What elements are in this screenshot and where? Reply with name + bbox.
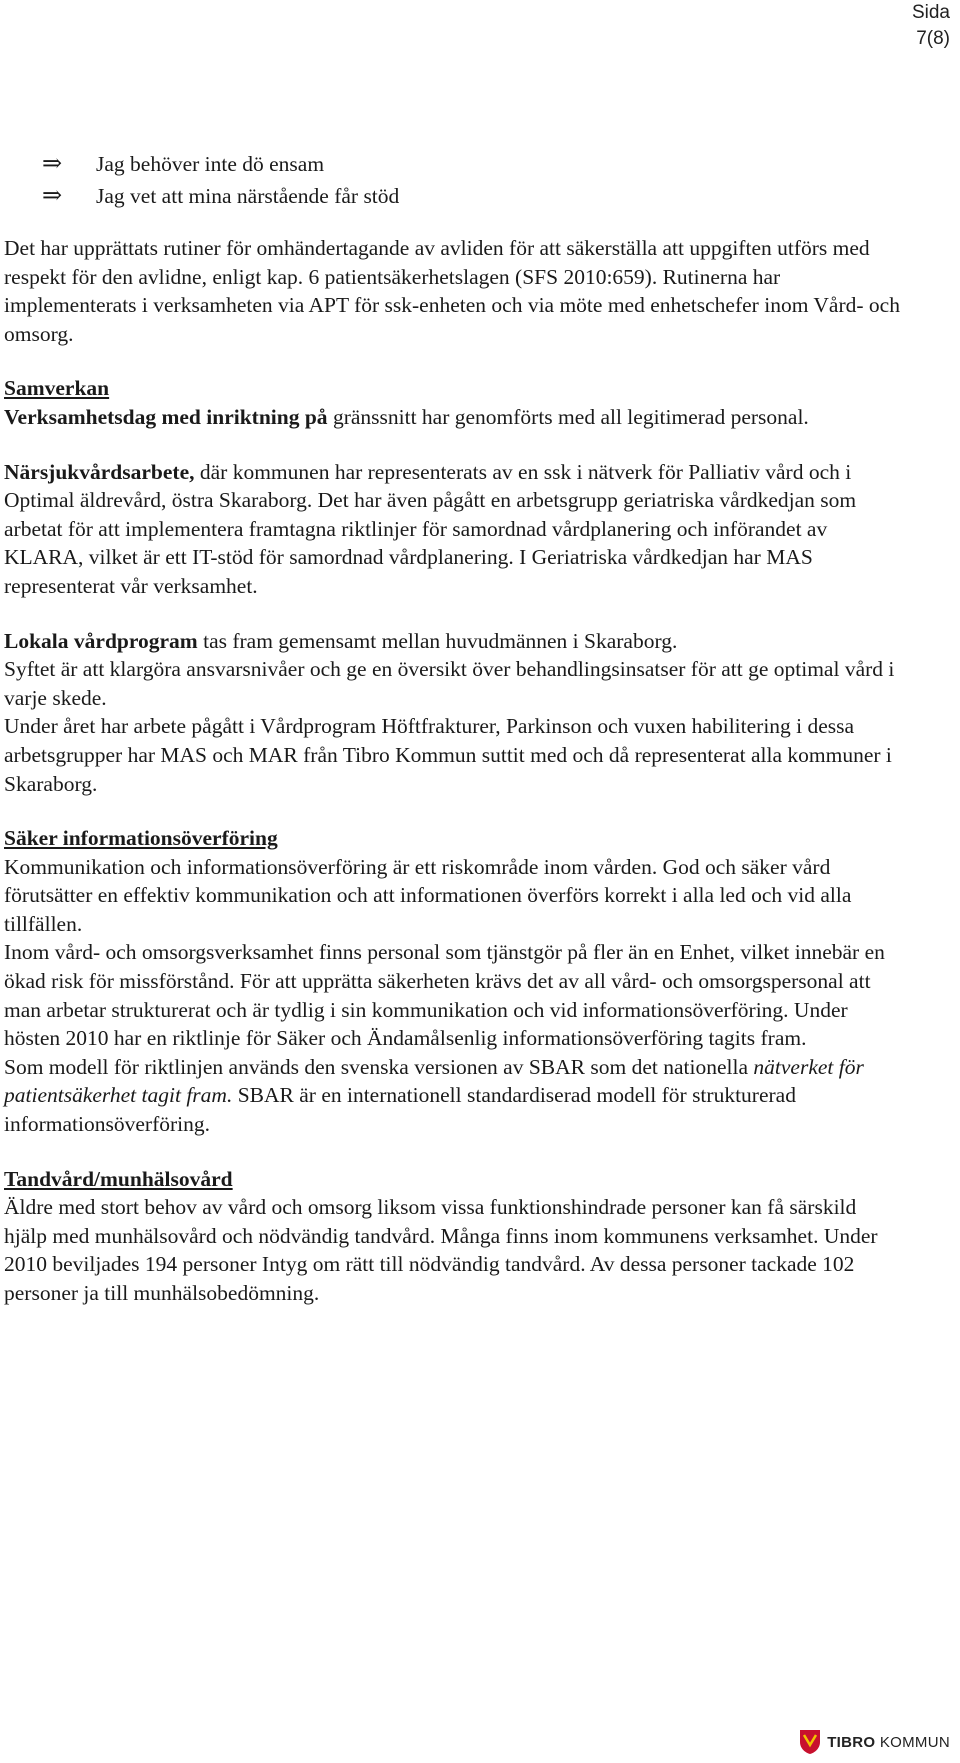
saker-paragraph-2: Inom vård- och omsorgsverksamhet finns personal som tjänstgör på fler än en Enhet, vilket innebär en ökad risk för missförstånd. För att upprätta säkerheten krävs det av all vård- och omsorgspersonal att man arbetar strukturerat och är tydlig i sin kommunikation och vid informationsöverföring. Under hösten 2010 har en riktlinje för Säker och Ändamålsenlig informationsöverföring tagits fram.: [4, 940, 885, 1051]
narsjukvard-paragraph: [4, 458, 904, 601]
tandvard-section: [4, 1165, 904, 1308]
page-label: Sida: [911, 2, 950, 23]
tibro-kommun-logo: [799, 1729, 950, 1755]
list-item: ⇒ Jag behöver inte dö ensam: [42, 151, 325, 177]
tandvard-paragraph: Äldre med stort behov av vård och omsorg liksom vissa funktionshindrade personer kan få särskild hjälp med munhälsovård och nödvändig tandvård. Många finns inom kommunens verksamhet. Under 2010 beviljades 194 personer Intyg om rätt till nödvändig tandvård. Av dessa personer tackade 102 personer ja till munhälsobedömning.: [4, 1195, 878, 1305]
section-heading: Samverkan: [4, 376, 110, 401]
saker-paragraph-3: Som modell för riktlinjen används den svenska versionen av SBAR som det nationella nätverket för patientsäkerhet tagit fram. SBAR är en internationell standardiserad modell för strukturerad informationsöverföring.: [4, 1054, 864, 1137]
list-item: ⇒ Jag vet att mina närstående får stöd: [42, 183, 400, 209]
lokala-paragraph-1: [4, 627, 904, 656]
lead-text: Närsjukvårdsarbete,: [4, 459, 195, 484]
samverkan-section: [4, 374, 904, 431]
bullet-list: [42, 148, 904, 212]
body-text: gränssnitt har genomförts med all legitimerad personal.: [327, 404, 809, 429]
section-heading: Tandvård/munhälsovård: [4, 1166, 233, 1191]
italic-text: nätverket för patientsäkerhet tagit fram.: [4, 1054, 864, 1108]
logo-text: TIBRO KOMMUN: [827, 1733, 950, 1751]
saker-section: [4, 824, 904, 1139]
coat-of-arms-icon: [799, 1729, 821, 1755]
lokala-paragraph-2: Syftet är att klargöra ansvarsnivåer och ge en översikt över behandlingsinsatser för att ge optimal vård i varje skede.: [4, 657, 895, 710]
body-text: tas fram gemensamt mellan huvudmännen i Skaraborg.: [197, 628, 678, 653]
double-arrow-icon: ⇒: [42, 183, 63, 209]
body-text: där kommunen har representerats av en ssk i nätverk för Palliativ vård och i Optimal äldrevård, östra Skaraborg. Det har även pågått en arbetsgrupp geriatriska vårdkedjan som arbetat för att implementera framtagna riktlinjer för samordnad vårdplanering och införandet av KLARA, vilket är ett IT-stöd för samordnad vårdplanering. I Geriatriska vårdkedjan har MAS representerat vår verksamhet.: [4, 459, 857, 598]
page-number: 7(8): [916, 28, 950, 49]
lead-text: Verksamhetsdag med inriktning på: [4, 404, 328, 429]
page-number-block: [912, 0, 950, 52]
lead-text: Lokala vårdprogram: [4, 628, 198, 653]
document-body: [4, 148, 904, 1334]
lokala-paragraph-3: Under året har arbete pågått i Vårdprogram Höftfrakturer, Parkinson och vuxen habilitering i dessa arbetsgrupper har MAS och MAR från Tibro Kommun suttit med och då representerat alla kommuner i Skaraborg.: [4, 714, 892, 796]
double-arrow-icon: ⇒: [42, 151, 63, 177]
intro-paragraph: Det har upprättats rutiner för omhändertagande av avliden för att säkerställa att uppgiften utförs med respekt för den avlidne, enligt kap. 6 patientsäkerhetslagen (SFS 2010:659). Rutinerna har implementerats i verksamheten via APT för ssk-enheten och via möte med enhetschefer inom Vård- och omsorg.: [4, 236, 900, 346]
section-heading: Säker informationsöverföring: [4, 826, 278, 851]
saker-paragraph-1: Kommunikation och informationsöverföring är ett riskområde inom vården. God och säker vård förutsätter en effektiv kommunikation och att informationen överförs korrekt i alla led och vid alla tillfällen.: [4, 854, 852, 936]
